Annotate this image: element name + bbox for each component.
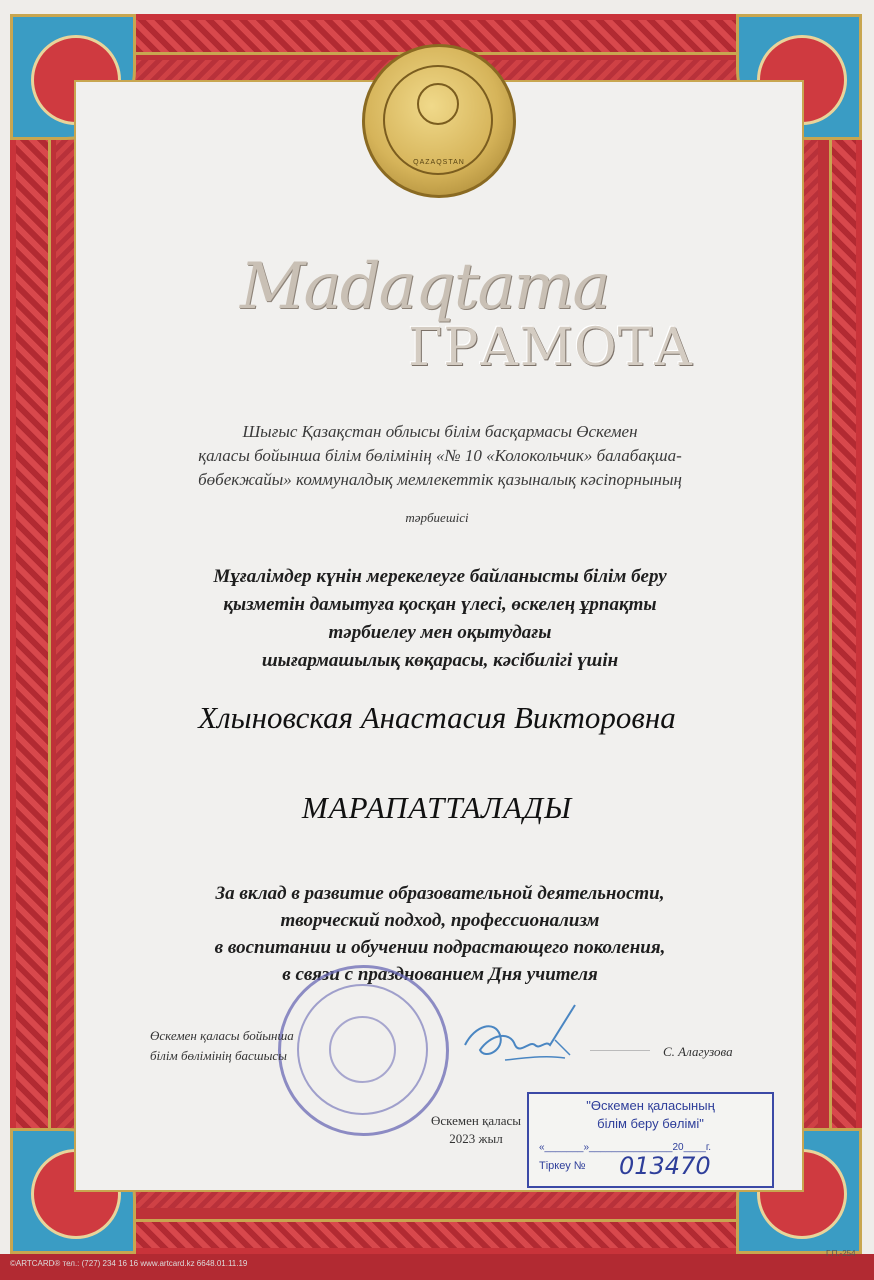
- organization-line: қаласы бойынша білім бөлімінің «№ 10 «Колокольчик» балабақша-: [198, 446, 682, 465]
- recipient-name: Хлыновская Анастасия Викторовна: [198, 700, 676, 735]
- certificate-title: ГРАМОТА: [408, 318, 694, 378]
- place: Өскемен қаласы: [430, 1113, 522, 1128]
- organization-line: бөбекжайы» коммуналдық мемлекеттік қазыналық кәсіпорнының: [198, 470, 682, 489]
- reason-kz-line: тәрбиелеу мен оқытудағы: [328, 622, 552, 643]
- year: 2023 жыл: [449, 1131, 503, 1146]
- reason-kz-line: қызметін дамытуға қосқан үлесі, өскелең ұрпақты: [223, 594, 657, 615]
- form-code: Г.П.-254: [826, 1249, 856, 1258]
- place-and-date: [406, 1112, 546, 1148]
- printer-credit: ©ARTCARD® тел.: (727) 234 16 16 www.artcard.kz 6648.01.11.19: [10, 1259, 248, 1268]
- reason-ru-line: в связи с празднованием Дня учителя: [282, 964, 598, 985]
- award-word: МАРАПАТТАЛАДЫ: [301, 790, 573, 825]
- stamp-line-1: "Өскемен қаласының: [586, 1098, 715, 1113]
- organization-line: Шығыс Қазақстан облысы білім басқармасы Өскемен: [242, 422, 638, 441]
- script-title: Madaqtama: [240, 250, 609, 324]
- reason-kz-line: шығармашылық көқарасы, кәсібилігі үшін: [261, 650, 619, 671]
- emblem-label: QAZAQSTAN: [413, 159, 465, 166]
- signer-position: [150, 1026, 294, 1066]
- organization-text: [120, 420, 760, 492]
- stamp-reg-label: Тіркеу №: [539, 1160, 586, 1172]
- stamp-line-2: білім беру бөлімі": [597, 1116, 704, 1131]
- stamp-reg-number: 013470: [619, 1152, 711, 1180]
- round-seal-icon: [278, 965, 449, 1136]
- state-emblem-icon: [362, 44, 516, 198]
- signer-position-line: білім бөлімінің басшысы: [150, 1048, 287, 1063]
- reason-kz-line: Мұғалімдер күнін мерекелеуге байланысты білім беру: [213, 566, 667, 587]
- stamp-date-line: «_______»_______________20____г.: [539, 1142, 712, 1153]
- reason-kazakh: [120, 563, 760, 675]
- reason-ru-line: творческий подход, профессионализм: [280, 910, 600, 931]
- signer-position-line: Өскемен қаласы бойынша: [150, 1028, 294, 1043]
- reason-ru-line: За вклад в развитие образовательной деятельности,: [215, 883, 665, 904]
- reason-ru-line: в воспитании и обучении подрастающего поколения,: [214, 937, 666, 958]
- signer-name: С. Алагузова: [663, 1044, 733, 1059]
- recipient-role: тәрбиешісі: [405, 510, 469, 525]
- registration-stamp: [527, 1092, 774, 1188]
- handwritten-signature: [455, 1000, 595, 1080]
- reason-russian: [120, 880, 760, 988]
- signature-line: [590, 1050, 650, 1051]
